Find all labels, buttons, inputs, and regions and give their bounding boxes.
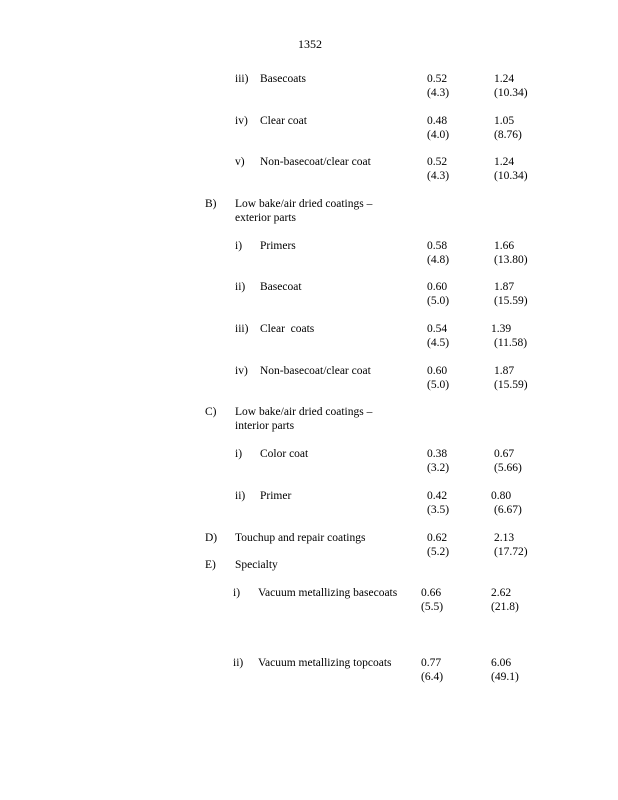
section-heading xyxy=(235,198,372,225)
row-label: Non-basecoat/clear coat xyxy=(260,365,371,377)
value-primary: 0.62 xyxy=(427,532,448,544)
row-label: Clear coat xyxy=(260,115,307,127)
value-col2 xyxy=(491,490,522,517)
value-col1 xyxy=(427,365,449,392)
value-primary: 0.58 xyxy=(427,240,448,252)
value-secondary: (10.34) xyxy=(494,86,528,99)
value-col2 xyxy=(494,281,528,308)
value-secondary: (15.59) xyxy=(494,378,528,391)
value-primary: 6.06 xyxy=(491,657,512,669)
value-primary: 2.62 xyxy=(491,587,512,599)
row-label: Primer xyxy=(260,490,292,502)
value-col1 xyxy=(427,532,449,559)
value-col1 xyxy=(427,156,449,183)
value-primary: 1.87 xyxy=(494,281,515,293)
row-label: Basecoats xyxy=(260,73,306,85)
value-col1 xyxy=(427,281,449,308)
row-marker: i) xyxy=(233,587,241,599)
section-heading-line: Low bake/air dried coatings – xyxy=(235,198,373,210)
value-col2 xyxy=(494,156,528,183)
row-marker: iv) xyxy=(235,115,248,127)
value-secondary: (3.5) xyxy=(427,503,450,516)
section-marker: E) xyxy=(205,559,216,571)
value-primary: 0.52 xyxy=(427,156,448,168)
value-col1 xyxy=(427,490,449,517)
row-marker: i) xyxy=(235,240,243,252)
value-col1 xyxy=(421,587,443,614)
value-secondary: (6.4) xyxy=(421,670,444,683)
value-secondary: (17.72) xyxy=(494,545,528,558)
value-col1 xyxy=(427,240,449,267)
section-marker: C) xyxy=(205,406,217,418)
row-marker: i) xyxy=(235,448,243,460)
section-heading-line: Low bake/air dried coatings – xyxy=(235,406,373,418)
row-marker: iv) xyxy=(235,365,248,377)
value-col2 xyxy=(491,587,519,614)
row-label: Touchup and repair coatings xyxy=(235,532,366,544)
value-secondary: (13.80) xyxy=(494,253,528,266)
value-primary: 1.05 xyxy=(494,115,515,127)
value-primary: 1.87 xyxy=(494,365,515,377)
value-secondary: (5.2) xyxy=(427,545,450,558)
value-col2 xyxy=(494,73,528,100)
section-heading: Specialty xyxy=(235,559,278,571)
value-secondary: (5.0) xyxy=(427,294,450,307)
value-col2 xyxy=(491,323,527,350)
value-col2 xyxy=(494,240,528,267)
value-primary: 1.24 xyxy=(494,156,515,168)
row-marker: v) xyxy=(235,156,245,168)
value-col1 xyxy=(421,657,443,684)
value-secondary: (5.66) xyxy=(494,461,522,474)
value-secondary: (8.76) xyxy=(494,128,522,141)
row-label: Vacuum metallizing topcoats xyxy=(258,657,392,669)
value-secondary: (5.5) xyxy=(421,600,444,613)
value-primary: 0.80 xyxy=(491,490,512,502)
value-primary: 1.24 xyxy=(494,73,515,85)
row-marker: ii) xyxy=(235,281,246,293)
value-secondary: (49.1) xyxy=(491,670,519,683)
value-col2 xyxy=(491,657,519,684)
row-label: Vacuum metallizing basecoats xyxy=(258,587,398,599)
section-heading-line: exterior parts xyxy=(235,211,296,224)
section-marker: D) xyxy=(205,532,218,544)
value-secondary: (4.3) xyxy=(427,169,450,182)
value-col2 xyxy=(494,532,528,559)
value-primary: 0.38 xyxy=(427,448,448,460)
value-primary: 1.39 xyxy=(491,323,512,335)
value-secondary: (4.8) xyxy=(427,253,450,266)
row-label: Primers xyxy=(260,240,296,252)
value-primary: 0.67 xyxy=(494,448,515,460)
row-label: Color coat xyxy=(260,448,309,460)
value-primary: 0.42 xyxy=(427,490,448,502)
value-primary: 0.66 xyxy=(421,587,442,599)
page-number: 1352 xyxy=(298,37,322,51)
row-marker: iii) xyxy=(235,73,249,85)
section-heading-line: interior parts xyxy=(235,419,295,432)
value-col2 xyxy=(494,448,522,475)
section-marker: B) xyxy=(205,198,217,210)
value-col1 xyxy=(427,115,449,142)
value-primary: 1.66 xyxy=(494,240,515,252)
value-secondary: (4.5) xyxy=(427,336,450,349)
value-secondary: (6.67) xyxy=(494,503,522,516)
value-col2 xyxy=(494,365,528,392)
value-secondary: (4.0) xyxy=(427,128,450,141)
row-marker: iii) xyxy=(235,323,249,335)
value-col1 xyxy=(427,323,449,350)
value-col1 xyxy=(427,73,449,100)
value-primary: 0.48 xyxy=(427,115,448,127)
value-secondary: (3.2) xyxy=(427,461,450,474)
value-secondary: (4.3) xyxy=(427,86,450,99)
value-col2 xyxy=(494,115,522,142)
value-col1 xyxy=(427,448,449,475)
value-primary: 2.13 xyxy=(494,532,515,544)
value-primary: 0.52 xyxy=(427,73,448,85)
value-secondary: (15.59) xyxy=(494,294,528,307)
value-primary: 0.60 xyxy=(427,281,448,293)
row-label: Clear coats xyxy=(260,323,315,335)
value-secondary: (21.8) xyxy=(491,600,519,613)
value-primary: 0.60 xyxy=(427,365,448,377)
section-heading xyxy=(235,406,372,433)
value-secondary: (11.58) xyxy=(494,336,528,349)
value-primary: 0.54 xyxy=(427,323,448,335)
row-marker: ii) xyxy=(233,657,244,669)
row-label: Non-basecoat/clear coat xyxy=(260,156,371,168)
value-secondary: (5.0) xyxy=(427,378,450,391)
value-secondary: (10.34) xyxy=(494,169,528,182)
row-label: Basecoat xyxy=(260,281,302,293)
value-primary: 0.77 xyxy=(421,657,442,669)
row-marker: ii) xyxy=(235,490,246,502)
